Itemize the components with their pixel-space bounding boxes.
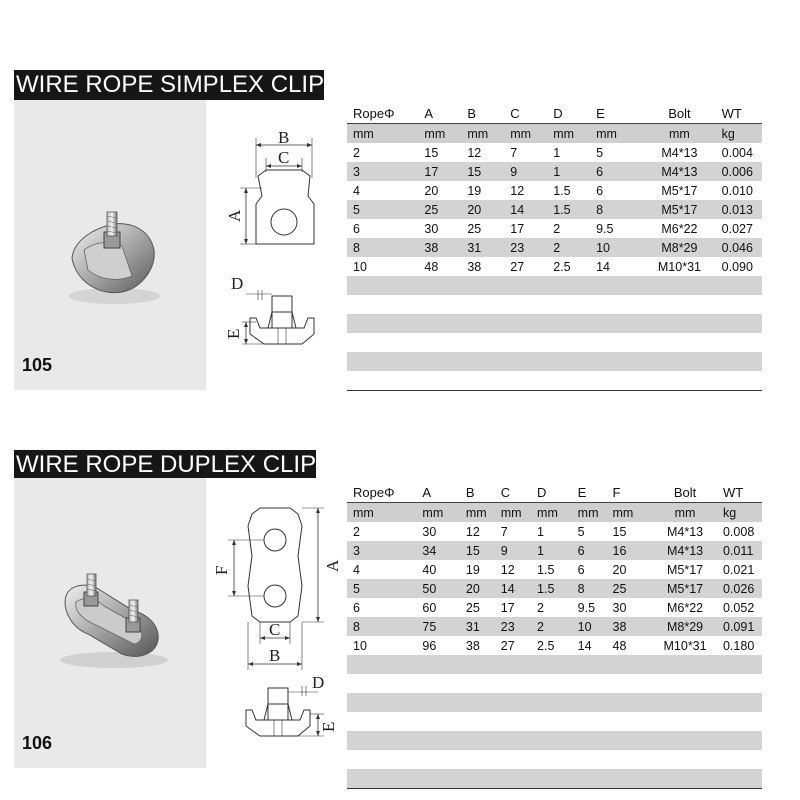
table-cell: 12 <box>495 560 531 579</box>
simplex-spec-table <box>347 104 762 391</box>
table-cell: 5 <box>347 579 416 598</box>
table-cell: 2 <box>547 219 590 238</box>
empty-row <box>347 295 762 314</box>
table-cell: 8 <box>347 238 418 257</box>
table-cell: 48 <box>418 257 461 276</box>
unit-cell: mm <box>347 124 418 144</box>
table-row <box>347 200 762 219</box>
table-cell: M5*17 <box>637 181 715 200</box>
table-cell: 0.052 <box>717 598 762 617</box>
table-cell: 0.013 <box>716 200 762 219</box>
empty-row <box>347 333 762 352</box>
table-cell: 2.5 <box>547 257 590 276</box>
table-cell: 1 <box>531 522 572 541</box>
table-cell: 17 <box>418 162 461 181</box>
unit-cell: mm <box>416 503 459 523</box>
duplex-dim-d: D <box>312 673 325 692</box>
table-cell: M5*17 <box>647 579 717 598</box>
table-row <box>347 162 762 181</box>
header-c: C <box>495 483 531 503</box>
empty-row <box>347 731 762 750</box>
table-cell: 15 <box>461 162 504 181</box>
unit-cell: mm <box>607 503 648 523</box>
table-cell: 0.091 <box>717 617 762 636</box>
simplex-clip-image <box>14 100 206 390</box>
table-cell: 1.5 <box>531 579 572 598</box>
unit-cell: mm <box>637 124 715 144</box>
table-cell: 10 <box>572 617 607 636</box>
duplex-dim-f: F <box>212 565 231 575</box>
table-cell: 3 <box>347 541 416 560</box>
table-cell: 6 <box>590 181 637 200</box>
duplex-dim-e: E <box>319 721 338 732</box>
duplex-dim-b: B <box>269 646 281 665</box>
table-cell: M6*22 <box>637 219 715 238</box>
table-cell: M5*17 <box>647 560 717 579</box>
table-cell: 2 <box>547 238 590 257</box>
table-cell: 0.026 <box>717 579 762 598</box>
unit-cell: mm <box>347 503 416 523</box>
header-d: D <box>531 483 572 503</box>
header-wt: WT <box>717 483 762 503</box>
table-cell: 34 <box>416 541 459 560</box>
table-cell: 31 <box>460 617 495 636</box>
table-cell: 6 <box>572 541 607 560</box>
empty-row <box>347 352 762 371</box>
table-cell: 12 <box>460 522 495 541</box>
empty-row <box>347 693 762 712</box>
table-cell: 7 <box>504 143 547 162</box>
table-cell: 30 <box>607 598 648 617</box>
table-cell: 9.5 <box>590 219 637 238</box>
table-cell: 0.010 <box>716 181 762 200</box>
empty-row <box>347 674 762 693</box>
unit-cell: mm <box>547 124 590 144</box>
table-cell: 48 <box>607 636 648 655</box>
duplex-product-code: 106 <box>22 733 53 753</box>
table-cell: 8 <box>590 200 637 219</box>
table-cell: 31 <box>461 238 504 257</box>
header-b: B <box>460 483 495 503</box>
duplex-clip-image <box>14 478 206 768</box>
table-cell: 10 <box>347 636 416 655</box>
table-cell: 8 <box>572 579 607 598</box>
table-cell: 25 <box>461 219 504 238</box>
header-f: F <box>607 483 648 503</box>
table-cell: 8 <box>347 617 416 636</box>
header-d: D <box>547 104 590 124</box>
table-cell: 1 <box>547 162 590 181</box>
header-a: A <box>416 483 459 503</box>
table-cell: 38 <box>461 257 504 276</box>
simplex-dim-c: C <box>278 148 290 167</box>
table-cell: 9 <box>495 541 531 560</box>
table-cell: 30 <box>418 219 461 238</box>
unit-cell: mm <box>531 503 572 523</box>
table-cell: 27 <box>495 636 531 655</box>
unit-cell: mm <box>461 124 504 144</box>
table-cell: 40 <box>416 560 459 579</box>
table-row <box>347 598 762 617</box>
table-row <box>347 541 762 560</box>
table-cell: 1.5 <box>547 181 590 200</box>
empty-row <box>347 712 762 731</box>
table-cell: 6 <box>347 219 418 238</box>
simplex-product-photo <box>14 100 206 390</box>
table-cell: 23 <box>504 238 547 257</box>
duplex-dimension-diagram <box>206 478 346 768</box>
table-cell: 14 <box>495 579 531 598</box>
duplex-dim-c: C <box>269 620 281 639</box>
table-row <box>347 636 762 655</box>
header-a: A <box>418 104 461 124</box>
table-cell: 7 <box>495 522 531 541</box>
table-row <box>347 579 762 598</box>
table-header-row <box>347 483 762 503</box>
unit-cell: mm <box>572 503 607 523</box>
table-cell: 9.5 <box>572 598 607 617</box>
duplex-product-photo <box>14 478 206 768</box>
simplex-title: WIRE ROPE SIMPLEX CLIP <box>16 71 325 98</box>
simplex-dim-b: B <box>278 128 290 147</box>
table-cell: 38 <box>460 636 495 655</box>
table-row <box>347 143 762 162</box>
duplex-title: WIRE ROPE DUPLEX CLIP <box>16 451 317 478</box>
header-wt: WT <box>716 104 762 124</box>
table-cell: 17 <box>495 598 531 617</box>
unit-cell: mm <box>418 124 461 144</box>
empty-row <box>347 371 762 391</box>
empty-row <box>347 314 762 333</box>
table-row <box>347 560 762 579</box>
table-cell: 14 <box>590 257 637 276</box>
table-cell: 2 <box>531 617 572 636</box>
table-cell: M4*13 <box>637 162 715 181</box>
table-cell: M4*13 <box>647 522 717 541</box>
empty-row <box>347 655 762 674</box>
table-cell: M10*31 <box>647 636 717 655</box>
table-cell: 23 <box>495 617 531 636</box>
table-cell: 38 <box>607 617 648 636</box>
table-cell: 4 <box>347 181 418 200</box>
table-cell: 0.006 <box>716 162 762 181</box>
table-cell: 20 <box>607 560 648 579</box>
table-cell: 14 <box>504 200 547 219</box>
table-cell: 15 <box>460 541 495 560</box>
table-cell: M6*22 <box>647 598 717 617</box>
table-cell: 38 <box>418 238 461 257</box>
table-cell: 20 <box>418 181 461 200</box>
header-bolt: Bolt <box>637 104 715 124</box>
table-cell: 2 <box>347 143 418 162</box>
table-cell: 5 <box>347 200 418 219</box>
empty-row <box>347 276 762 295</box>
table-cell: M8*29 <box>637 238 715 257</box>
table-cell: 5 <box>572 522 607 541</box>
table-cell: 20 <box>461 200 504 219</box>
table-row <box>347 219 762 238</box>
header-rope: RopeΦ <box>347 104 418 124</box>
table-cell: M4*13 <box>637 143 715 162</box>
table-cell: 1.5 <box>531 560 572 579</box>
table-cell: 27 <box>504 257 547 276</box>
table-cell: 25 <box>607 579 648 598</box>
header-e: E <box>590 104 637 124</box>
duplex-spec-table <box>347 483 762 789</box>
table-cell: 96 <box>416 636 459 655</box>
unit-cell: mm <box>647 503 717 523</box>
table-cell: 16 <box>607 541 648 560</box>
simplex-dim-e: E <box>224 328 243 339</box>
table-cell: 19 <box>460 560 495 579</box>
table-cell: 0.180 <box>717 636 762 655</box>
table-cell: 10 <box>347 257 418 276</box>
table-row <box>347 181 762 200</box>
table-cell: 12 <box>461 143 504 162</box>
table-cell: 0.046 <box>716 238 762 257</box>
table-unit-row <box>347 503 762 523</box>
table-unit-row <box>347 124 762 144</box>
table-cell: 25 <box>460 598 495 617</box>
table-header-row <box>347 104 762 124</box>
header-b: B <box>461 104 504 124</box>
unit-cell: mm <box>504 124 547 144</box>
header-bolt: Bolt <box>647 483 717 503</box>
empty-row <box>347 750 762 769</box>
simplex-dimension-diagram <box>206 100 346 390</box>
table-cell: 60 <box>416 598 459 617</box>
unit-cell: mm <box>590 124 637 144</box>
header-rope: RopeΦ <box>347 483 416 503</box>
table-cell: 3 <box>347 162 418 181</box>
table-cell: 5 <box>590 143 637 162</box>
table-cell: 1 <box>547 143 590 162</box>
table-row <box>347 617 762 636</box>
empty-row <box>347 769 762 789</box>
table-cell: 6 <box>572 560 607 579</box>
table-cell: 2 <box>531 598 572 617</box>
table-cell: 75 <box>416 617 459 636</box>
table-cell: 9 <box>504 162 547 181</box>
table-cell: 1 <box>531 541 572 560</box>
table-cell: M4*13 <box>647 541 717 560</box>
table-cell: 30 <box>416 522 459 541</box>
simplex-product-code: 105 <box>22 355 53 375</box>
table-cell: 0.011 <box>717 541 762 560</box>
table-cell: 15 <box>418 143 461 162</box>
table-row <box>347 257 762 276</box>
table-cell: M5*17 <box>637 200 715 219</box>
unit-cell: kg <box>717 503 762 523</box>
table-cell: 2 <box>347 522 416 541</box>
table-cell: 0.004 <box>716 143 762 162</box>
simplex-dim-d: D <box>231 274 244 293</box>
table-cell: 25 <box>418 200 461 219</box>
duplex-dim-a: A <box>323 559 342 572</box>
table-cell: 1.5 <box>547 200 590 219</box>
simplex-dim-a: A <box>225 209 244 222</box>
table-cell: 17 <box>504 219 547 238</box>
table-cell: 50 <box>416 579 459 598</box>
table-cell: 20 <box>460 579 495 598</box>
table-cell: 0.090 <box>716 257 762 276</box>
table-cell: 10 <box>590 238 637 257</box>
table-cell: 0.008 <box>717 522 762 541</box>
header-e: E <box>572 483 607 503</box>
table-cell: M8*29 <box>647 617 717 636</box>
header-c: C <box>504 104 547 124</box>
unit-cell: mm <box>495 503 531 523</box>
table-cell: 12 <box>504 181 547 200</box>
table-row <box>347 238 762 257</box>
table-cell: 14 <box>572 636 607 655</box>
table-cell: 0.021 <box>717 560 762 579</box>
table-cell: 6 <box>347 598 416 617</box>
table-cell: 15 <box>607 522 648 541</box>
table-cell: 19 <box>461 181 504 200</box>
table-cell: M10*31 <box>637 257 715 276</box>
unit-cell: kg <box>716 124 762 144</box>
table-cell: 6 <box>590 162 637 181</box>
table-cell: 2.5 <box>531 636 572 655</box>
table-cell: 0.027 <box>716 219 762 238</box>
table-row <box>347 522 762 541</box>
unit-cell: mm <box>460 503 495 523</box>
table-cell: 4 <box>347 560 416 579</box>
